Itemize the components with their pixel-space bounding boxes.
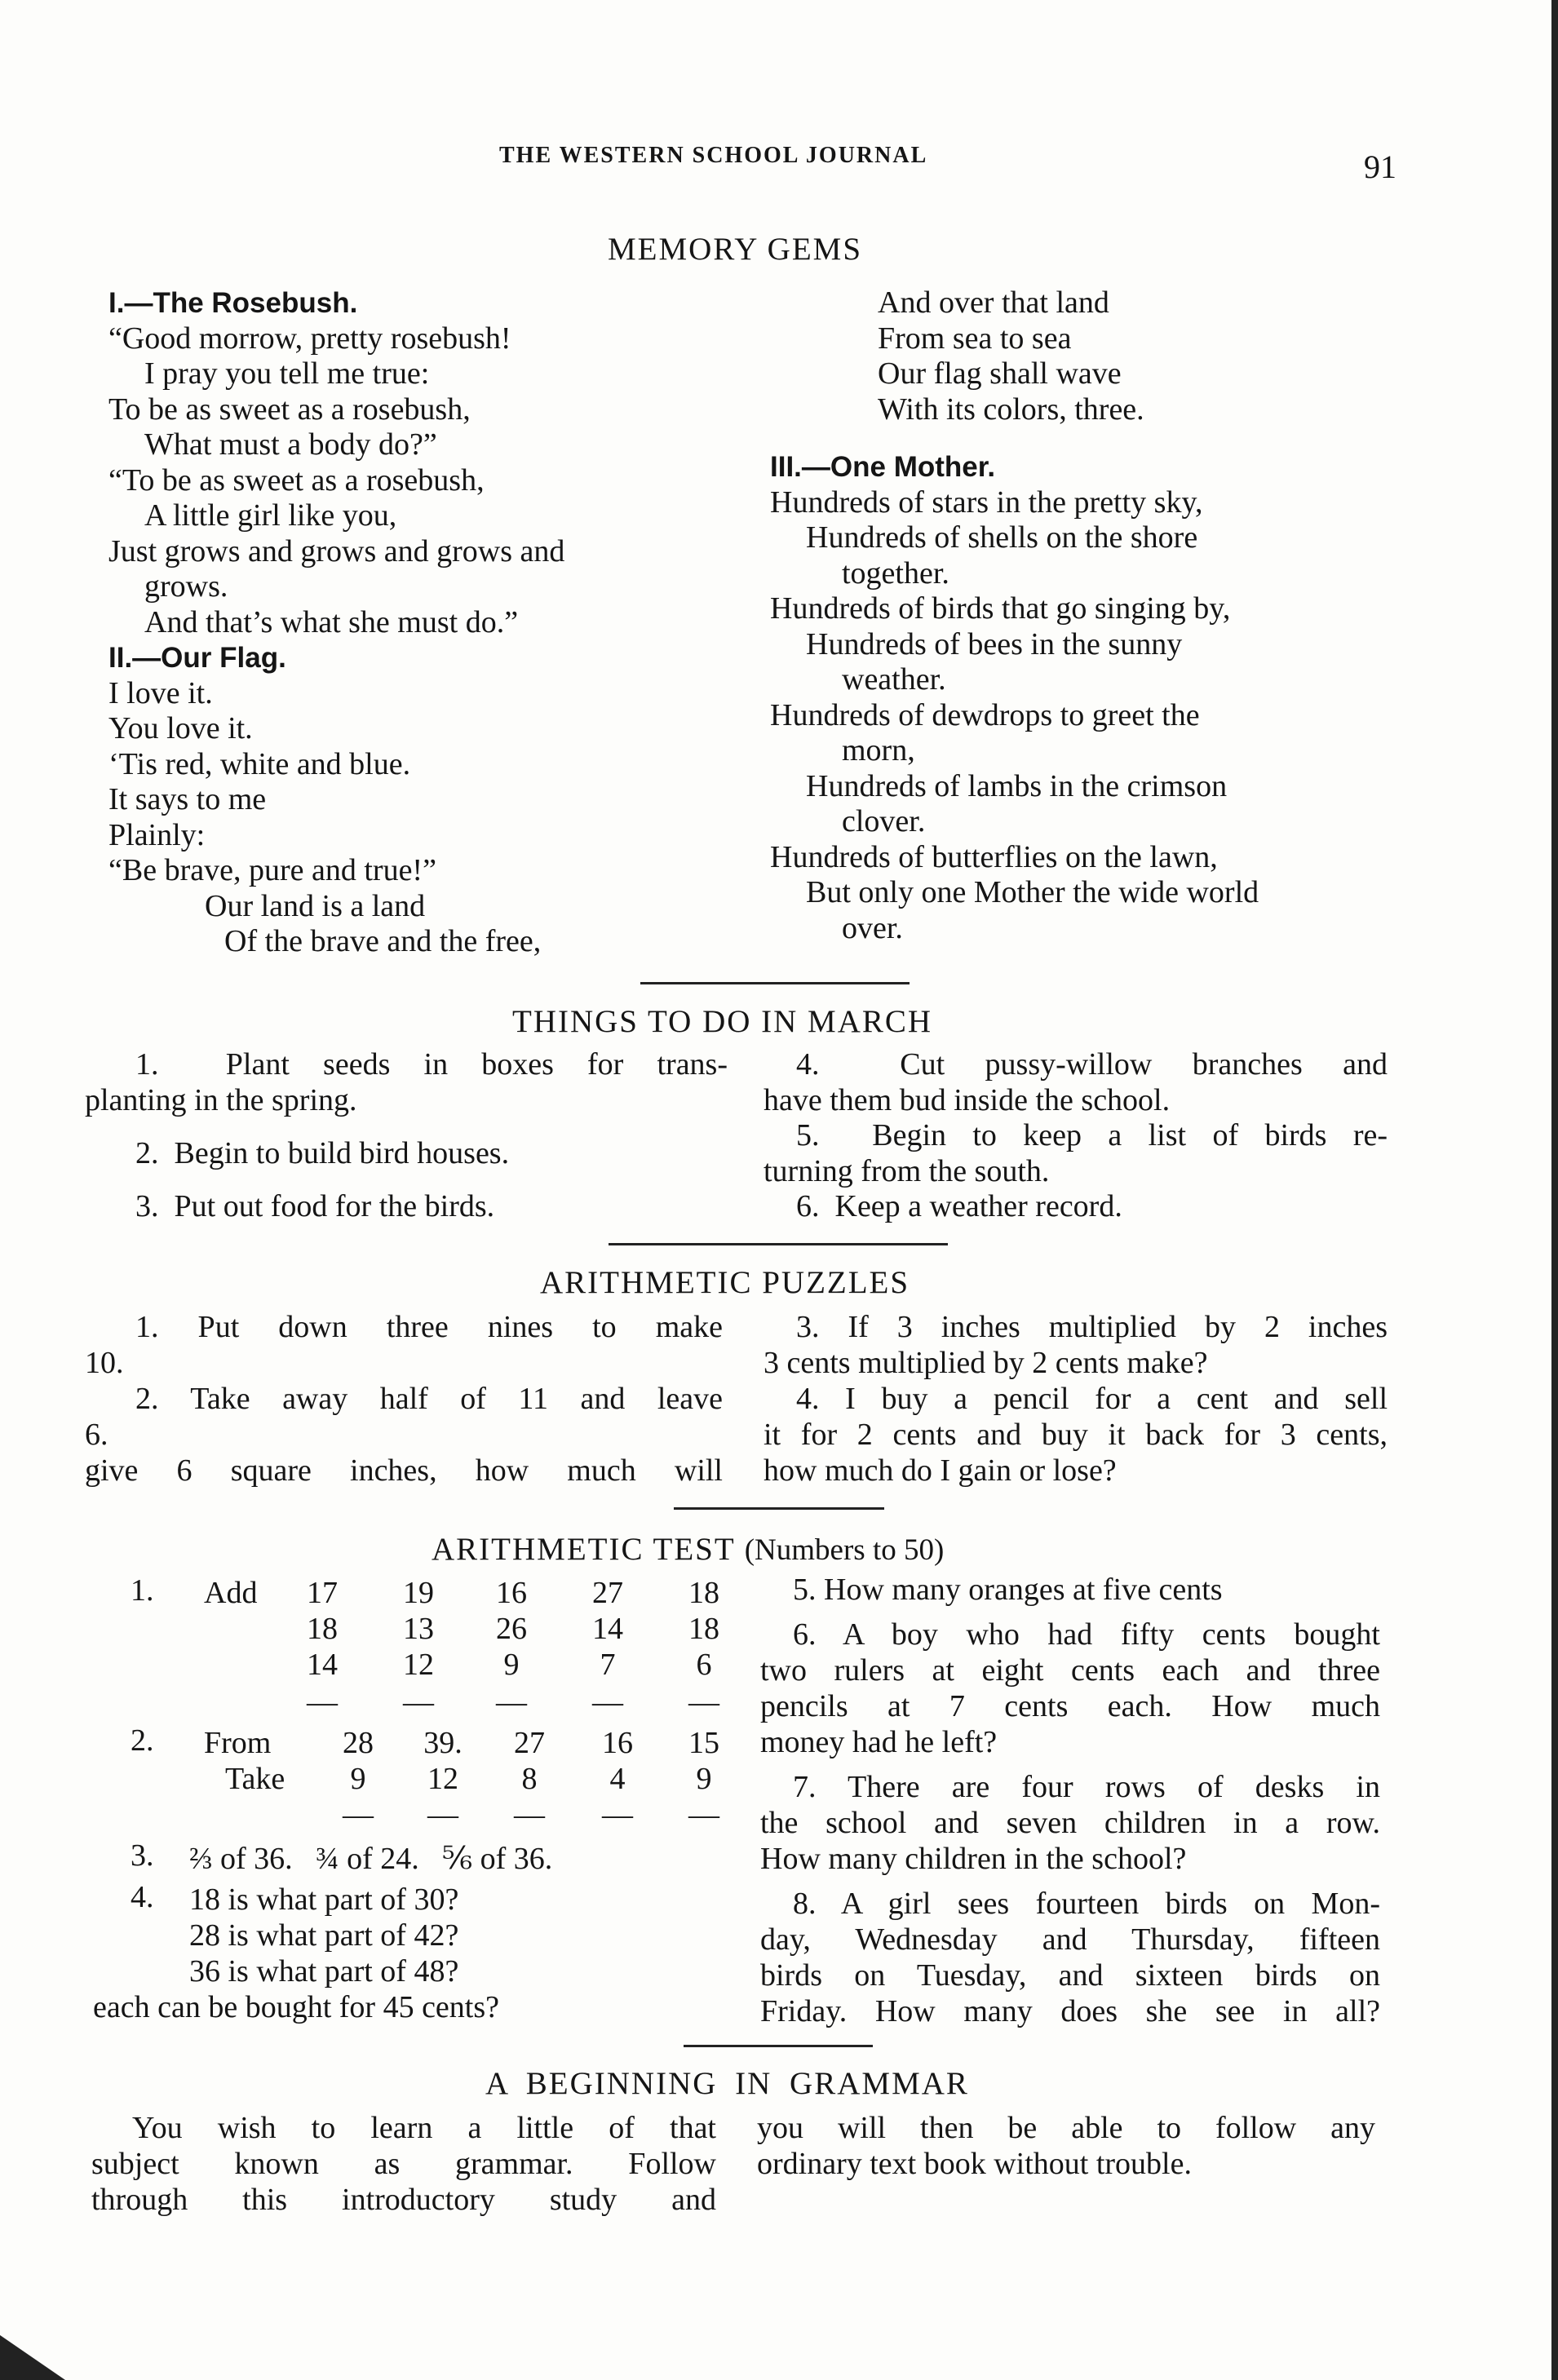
grammar-text: ordinary text book without trouble. bbox=[757, 2147, 1192, 2181]
problem-number: 1. bbox=[131, 1573, 154, 1608]
march-item-1 bbox=[85, 1046, 728, 1118]
sum-line: — bbox=[403, 1685, 434, 1719]
item-text: have them bud inside the school. bbox=[764, 1083, 1171, 1117]
test-text: 7. There are four rows of desks in bbox=[793, 1770, 1380, 1804]
from-label: From bbox=[204, 1726, 272, 1760]
problem-number: 4. bbox=[131, 1880, 154, 1914]
take-value: 9 bbox=[696, 1762, 712, 1796]
poem-line: weather. bbox=[842, 662, 946, 697]
add-label: Add bbox=[204, 1576, 258, 1610]
difference-line: — bbox=[514, 1798, 545, 1832]
sum-line: — bbox=[496, 1685, 527, 1719]
poem-line: I love it. bbox=[108, 675, 213, 710]
test-text: 5. How many oranges at five cents bbox=[793, 1573, 1223, 1607]
poem-line: I pray you tell me true: bbox=[144, 356, 430, 391]
test-text: 6. A boy who had fifty cents bought bbox=[793, 1617, 1380, 1652]
item-text: Begin to keep a list of birds re- bbox=[872, 1118, 1388, 1152]
sum-line: — bbox=[592, 1685, 623, 1719]
poem-line: Hundreds of lambs in the crimson bbox=[806, 768, 1228, 803]
parts-line: each can be bought for 45 cents? bbox=[93, 1990, 500, 2024]
poem-line: ‘Tis red, white and blue. bbox=[108, 746, 411, 781]
difference-line: — bbox=[602, 1798, 633, 1832]
add-value: 13 bbox=[403, 1612, 434, 1646]
poem-line: Hundreds of butterflies on the lawn, bbox=[770, 839, 1218, 874]
item-number: 3. bbox=[135, 1189, 159, 1223]
poem-line: Hundreds of stars in the pretty sky, bbox=[770, 484, 1203, 520]
puzzles-left-column bbox=[85, 1309, 723, 1489]
add-value: 26 bbox=[496, 1612, 527, 1646]
grammar-text: you will then be able to follow any bbox=[757, 2111, 1375, 2145]
march-item-5 bbox=[764, 1117, 1388, 1189]
rosebush-heading: I.—The Rosebush. bbox=[108, 287, 358, 319]
test-text: the school and seven children in a row. bbox=[760, 1806, 1380, 1840]
poem-line: Just grows and grows and grows and bbox=[108, 533, 565, 568]
add-value: 9 bbox=[503, 1648, 520, 1682]
from-value: 28 bbox=[343, 1726, 374, 1760]
take-value: 8 bbox=[521, 1762, 538, 1796]
item-number: 5. bbox=[796, 1118, 820, 1152]
item-text: Keep a weather record. bbox=[834, 1189, 1122, 1223]
add-value: 16 bbox=[496, 1576, 527, 1610]
poem-line: “Good morrow, pretty rosebush! bbox=[108, 321, 511, 356]
from-value: 15 bbox=[688, 1726, 719, 1760]
grammar-title: A BEGINNING IN GRAMMAR bbox=[485, 2066, 969, 2101]
item-text: Begin to build bird houses. bbox=[174, 1136, 510, 1170]
test-title: ARITHMETIC TEST bbox=[432, 1532, 735, 1567]
poem-line: “Be brave, pure and true!” bbox=[108, 853, 436, 887]
page-number: 91 bbox=[1364, 148, 1396, 185]
march-item-4 bbox=[764, 1046, 1388, 1118]
march-item-6 bbox=[796, 1188, 1122, 1224]
puzzle-text: 3. If 3 inches multiplied by 2 inches bbox=[796, 1310, 1388, 1344]
march-item-2 bbox=[135, 1135, 509, 1171]
poem-line: Our flag shall wave bbox=[878, 356, 1122, 391]
from-value: 16 bbox=[602, 1726, 633, 1760]
march-item-3 bbox=[135, 1188, 494, 1224]
grammar-text: through this introductory study and bbox=[91, 2183, 716, 2217]
test-text: 8. A girl sees fourteen birds on Mon- bbox=[793, 1887, 1380, 1921]
grammar-text: You wish to learn a little of that bbox=[132, 2111, 716, 2145]
poem-line: What must a body do?” bbox=[144, 427, 437, 462]
add-value: 18 bbox=[688, 1612, 719, 1646]
difference-line: — bbox=[688, 1798, 719, 1832]
poem-line: clover. bbox=[842, 804, 926, 838]
add-value: 6 bbox=[696, 1648, 712, 1682]
sum-line: — bbox=[307, 1685, 338, 1719]
add-value: 18 bbox=[307, 1612, 338, 1646]
section-divider bbox=[674, 1507, 884, 1510]
page-corner-shadow bbox=[0, 2335, 65, 2380]
poem-line: With its colors, three. bbox=[878, 392, 1144, 427]
parts-line: 28 is what part of 42? bbox=[189, 1918, 459, 1953]
item-text: Cut pussy-willow branches and bbox=[900, 1047, 1388, 1082]
puzzle-text: 10. bbox=[85, 1346, 124, 1380]
test-title-line bbox=[432, 1531, 944, 1568]
item-number: 4. bbox=[796, 1047, 820, 1082]
difference-line: — bbox=[343, 1798, 374, 1832]
memory-gems-title: MEMORY GEMS bbox=[608, 232, 863, 267]
fractions-text: ⅔ of 36. ¾ of 24. ⅚ of 36. bbox=[189, 1842, 553, 1876]
take-value: 4 bbox=[609, 1762, 626, 1796]
puzzle-text: 4. I buy a pencil for a cent and sell bbox=[796, 1382, 1388, 1416]
test-text: How many children in the school? bbox=[760, 1842, 1187, 1876]
item-text: Put out food for the birds. bbox=[174, 1189, 495, 1223]
grammar-right-column bbox=[757, 2110, 1375, 2182]
take-value: 12 bbox=[427, 1762, 458, 1796]
poem-line: Hundreds of shells on the shore bbox=[806, 520, 1198, 555]
puzzle-text: 1. Put down three nines to make bbox=[135, 1310, 723, 1344]
flag-continued bbox=[878, 285, 1144, 427]
problem-number: 2. bbox=[131, 1723, 154, 1758]
parts-line: 36 is what part of 48? bbox=[189, 1954, 459, 1988]
item-text: Plant seeds in boxes for trans- bbox=[225, 1047, 728, 1082]
grammar-text: subject known as grammar. Follow bbox=[91, 2147, 716, 2181]
poem-line: morn, bbox=[842, 733, 915, 768]
poem-line: together. bbox=[842, 555, 949, 591]
problem-number: 3. bbox=[131, 1838, 154, 1873]
march-title: THINGS TO DO IN MARCH bbox=[512, 1004, 933, 1039]
puzzle-text: give 6 square inches, how much will bbox=[85, 1453, 723, 1488]
test-text: pencils at 7 cents each. How much bbox=[760, 1689, 1380, 1723]
poem-line: From sea to sea bbox=[878, 321, 1072, 356]
item-number: 6. bbox=[796, 1189, 820, 1223]
poem-line: Plainly: bbox=[108, 817, 206, 852]
take-value: 9 bbox=[350, 1762, 366, 1796]
item-number: 2. bbox=[135, 1136, 159, 1170]
puzzle-text: 2. Take away half of 11 and leave bbox=[135, 1382, 723, 1416]
poem-line: A little girl like you, bbox=[144, 498, 397, 533]
journal-title: THE WESTERN SCHOOL JOURNAL bbox=[499, 143, 928, 168]
parts-line: 18 is what part of 30? bbox=[189, 1882, 459, 1917]
poem-line: “To be as sweet as a rosebush, bbox=[108, 462, 485, 498]
page-edge-shadow bbox=[1551, 0, 1558, 2380]
test-right-column bbox=[760, 1572, 1380, 2029]
add-value: 17 bbox=[307, 1576, 338, 1610]
poem-line: To be as sweet as a rosebush, bbox=[108, 392, 471, 427]
add-value: 27 bbox=[592, 1576, 623, 1610]
test-text: Friday. How many does she see in all? bbox=[760, 1994, 1380, 2028]
puzzle-text: 6. bbox=[85, 1418, 108, 1452]
puzzle-text: how much do I gain or lose? bbox=[764, 1453, 1117, 1488]
flag-heading: II.—Our Flag. bbox=[108, 642, 286, 674]
poem-line: Of the brave and the free, bbox=[224, 924, 542, 958]
puzzles-right-column bbox=[764, 1309, 1388, 1489]
add-value: 12 bbox=[403, 1648, 434, 1682]
poem-line: Our land is a land bbox=[205, 888, 426, 923]
poem-line: And that’s what she must do.” bbox=[144, 604, 519, 639]
section-divider bbox=[609, 1243, 948, 1245]
puzzle-text: it for 2 cents and buy it back for 3 cents, bbox=[764, 1418, 1388, 1452]
test-text: money had he left? bbox=[760, 1725, 998, 1759]
puzzle-text: 3 cents multiplied by 2 cents make? bbox=[764, 1346, 1208, 1380]
poem-line: It says to me bbox=[108, 782, 267, 816]
add-value: 19 bbox=[403, 1576, 434, 1610]
item-number: 1. bbox=[135, 1047, 159, 1082]
one-mother-poem bbox=[770, 449, 1259, 946]
from-value: 27 bbox=[514, 1726, 545, 1760]
item-text: turning from the south. bbox=[764, 1154, 1050, 1188]
poem-line: grows. bbox=[144, 569, 228, 604]
poem-line: And over that land bbox=[878, 285, 1109, 320]
poem-line: You love it. bbox=[108, 711, 253, 745]
poem-line: But only one Mother the wide world bbox=[806, 875, 1259, 909]
mother-heading: III.—One Mother. bbox=[770, 451, 996, 483]
add-value: 18 bbox=[688, 1576, 719, 1610]
poem-line: Hundreds of bees in the sunny bbox=[806, 626, 1183, 661]
from-value: 39. bbox=[423, 1726, 463, 1760]
poem-line: over. bbox=[842, 910, 903, 945]
poem-line: Hundreds of birds that go singing by, bbox=[770, 591, 1231, 626]
sum-line: — bbox=[688, 1685, 719, 1719]
add-value: 7 bbox=[600, 1648, 616, 1682]
test-subtitle: (Numbers to 50) bbox=[744, 1533, 945, 1567]
difference-line: — bbox=[427, 1798, 458, 1832]
item-text: planting in the spring. bbox=[85, 1083, 357, 1117]
test-text: day, Wednesday and Thursday, fifteen bbox=[760, 1922, 1380, 1957]
running-header bbox=[0, 143, 1558, 184]
poem-line: Hundreds of dewdrops to greet the bbox=[770, 697, 1200, 732]
test-text: two rulers at eight cents each and three bbox=[760, 1653, 1380, 1688]
memory-gems-left-column bbox=[108, 285, 564, 960]
puzzles-title: ARITHMETIC PUZZLES bbox=[540, 1265, 910, 1300]
add-value: 14 bbox=[592, 1612, 623, 1646]
take-label: Take bbox=[225, 1762, 285, 1796]
test-text: birds on Tuesday, and sixteen birds on bbox=[760, 1958, 1380, 1993]
section-divider bbox=[684, 2045, 873, 2047]
section-divider bbox=[640, 982, 910, 984]
add-value: 14 bbox=[307, 1648, 338, 1682]
grammar-left-column bbox=[91, 2110, 716, 2218]
